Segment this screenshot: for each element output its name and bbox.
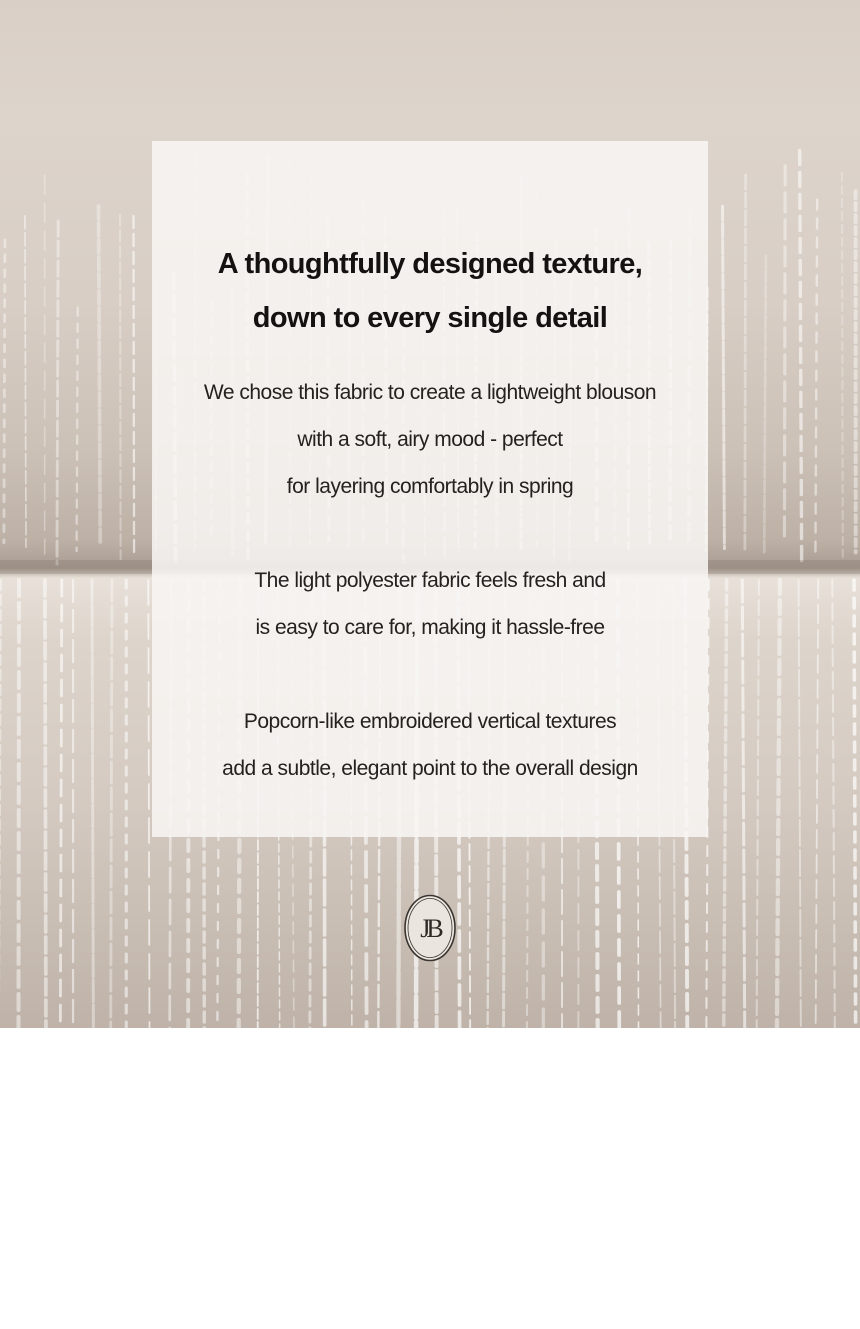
description-line: is easy to care for, making it hassle-free	[255, 616, 605, 639]
description-paragraph	[152, 698, 708, 792]
description-line: We chose this fabric to create a lightweight blouson	[203, 381, 657, 404]
section-heading	[152, 237, 708, 345]
jb-monogram-icon	[403, 894, 457, 962]
description-line: The light polyester fabric feels fresh and	[254, 569, 606, 592]
description-paragraph	[152, 557, 708, 651]
description-body	[152, 369, 708, 792]
description-paragraph	[152, 369, 708, 510]
description-card	[152, 141, 708, 837]
description-line: for layering comfortably in spring	[286, 475, 574, 498]
heading-line: down to every single detail	[252, 302, 608, 334]
description-line: add a subtle, elegant point to the overall design	[222, 757, 638, 780]
description-line: with a soft, airy mood - perfect	[297, 428, 563, 451]
logo-monogram: JB	[420, 914, 440, 943]
heading-line: A thoughtfully designed texture,	[217, 248, 643, 280]
description-line: Popcorn-like embroidered vertical textures	[243, 710, 617, 733]
